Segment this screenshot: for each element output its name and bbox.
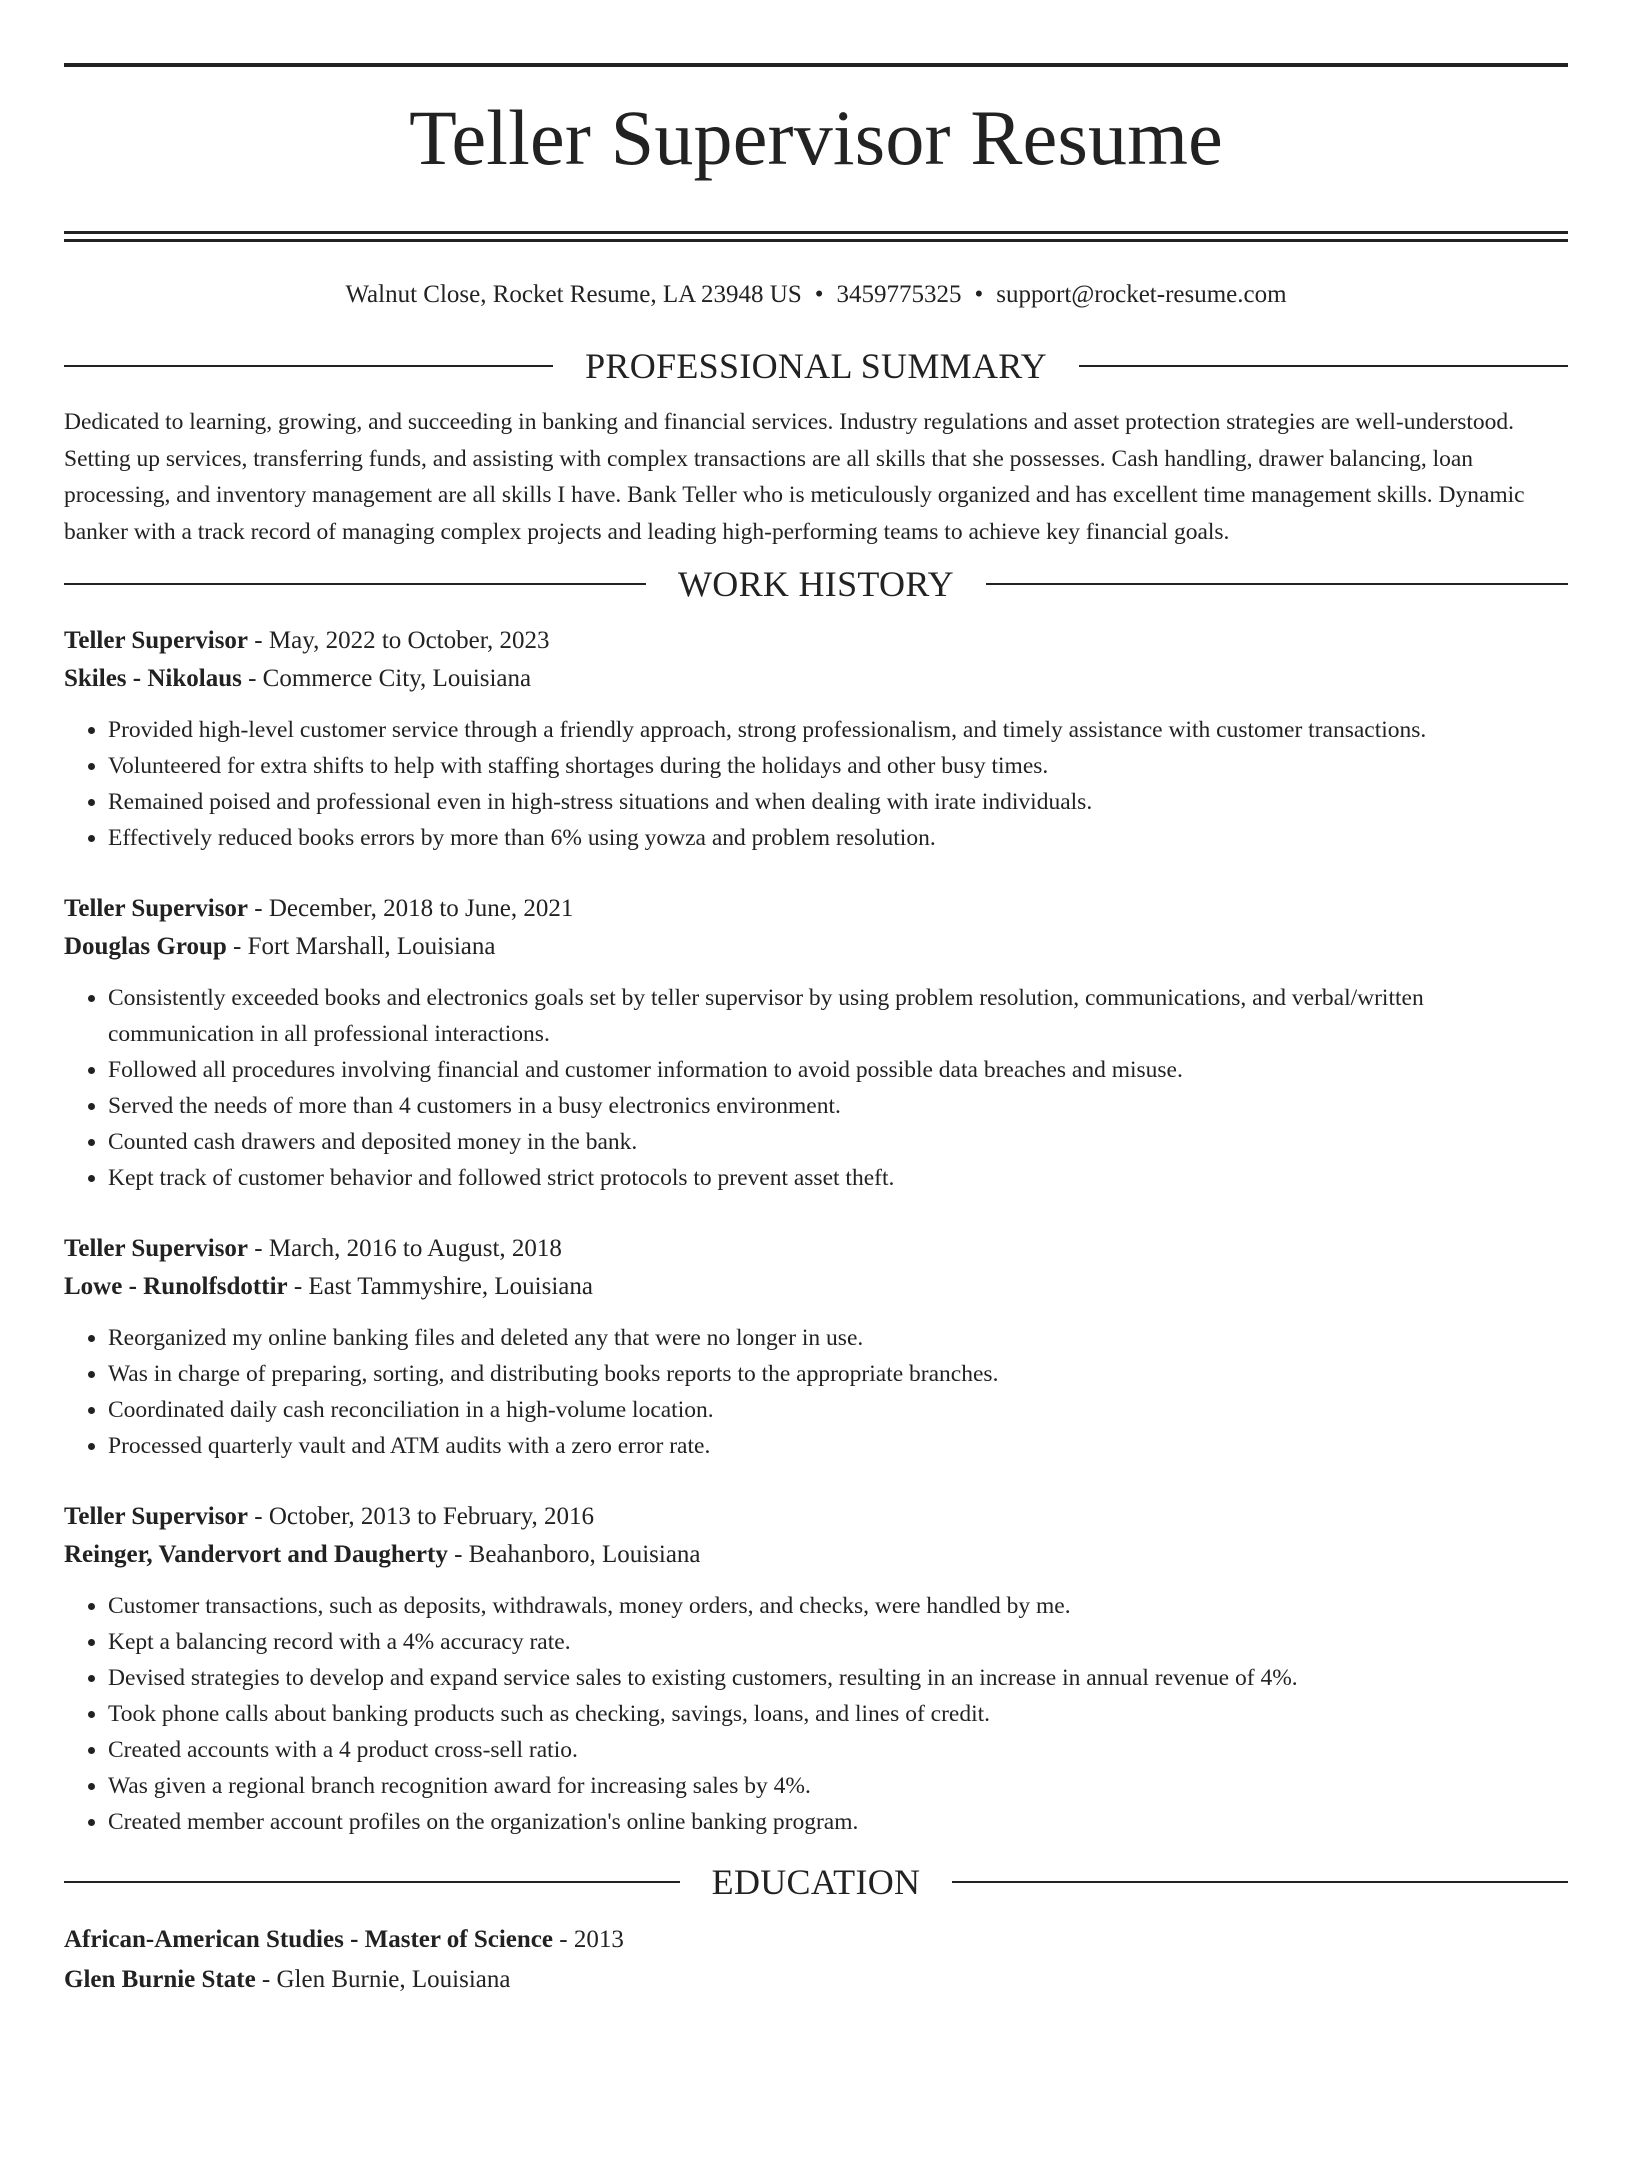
summary-section-heading [64, 346, 1568, 386]
education-heading-label: EDUCATION [711, 1862, 921, 1903]
school-line [64, 1960, 1568, 2000]
contact-separator: • [814, 281, 824, 309]
job-title-line [64, 1498, 1568, 1536]
job-bullets [64, 1320, 1568, 1464]
job-title: Teller Supervisor [64, 1503, 249, 1531]
job-bullet: • Volunteered for extra shifts to help with staffing shortages during the holidays and other busy times. [108, 748, 1568, 784]
contact-email: support@rocket-resume.com [996, 281, 1287, 309]
job-bullets [64, 1588, 1568, 1840]
job-dates: - December, 2018 to June, 2021 [248, 895, 574, 923]
job-title-line [64, 1230, 1568, 1268]
job-title: Teller Supervisor [64, 627, 249, 655]
summary-heading-label: PROFESSIONAL SUMMARY [585, 346, 1047, 387]
job-location: - East Tammyshire, Louisiana [287, 1273, 593, 1301]
job-bullet: • Customer transactions, such as deposits, withdrawals, money orders, and checks, were handled by me. [108, 1588, 1568, 1624]
heading-rule-right [1079, 365, 1568, 367]
job-bullets [64, 980, 1568, 1196]
job-bullet: • Counted cash drawers and deposited money in the bank. [108, 1124, 1568, 1160]
job-bullet: • Followed all procedures involving financial and customer information to avoid possible data breaches and misuse. [108, 1052, 1568, 1088]
heading-rule-left [64, 583, 646, 585]
job-bullet: • Reorganized my online banking files and deleted any that were no longer in use. [108, 1320, 1568, 1356]
job-location: - Fort Marshall, Louisiana [226, 933, 496, 961]
job-company-line [64, 660, 1568, 698]
job-bullet: • Provided high-level customer service through a friendly approach, strong professionalism, and timely assistance with customer transactions. [108, 712, 1568, 748]
education-entry [64, 1920, 1568, 2000]
job-title: Teller Supervisor [64, 895, 249, 923]
job-company: Reinger, Vandervort and Daugherty [64, 1541, 448, 1569]
job-company-line [64, 1268, 1568, 1306]
job-title-line [64, 622, 1568, 660]
job-company: Skiles - Nikolaus [64, 665, 242, 693]
job-bullet: • Took phone calls about banking products such as checking, savings, loans, and lines of credit. [108, 1696, 1568, 1732]
degree-name: African-American Studies - Master of Science [64, 1926, 554, 1954]
job-dates: - March, 2016 to August, 2018 [248, 1235, 562, 1263]
contact-line [64, 280, 1568, 310]
heading-rule-right [952, 1881, 1568, 1883]
job-dates: - October, 2013 to February, 2016 [248, 1503, 594, 1531]
job-bullet: • Coordinated daily cash reconciliation in a high-volume location. [108, 1392, 1568, 1428]
job-title: Teller Supervisor [64, 1235, 249, 1263]
job-bullet: • Devised strategies to develop and expand service sales to existing customers, resulting in an increase in annual revenue of 4%. [108, 1660, 1568, 1696]
job-bullet: • Created accounts with a 4 product cross-sell ratio. [108, 1732, 1568, 1768]
title-double-rule [64, 231, 1568, 242]
job-bullet: • Kept track of customer behavior and followed strict protocols to prevent asset theft. [108, 1160, 1568, 1196]
job-bullet: • Remained poised and professional even in high-stress situations and when dealing with irate individuals. [108, 784, 1568, 820]
job-company: Lowe - Runolfsdottir [64, 1273, 288, 1301]
contact-separator: • [974, 281, 984, 309]
job-bullet: • Was given a regional branch recognition award for increasing sales by 4%. [108, 1768, 1568, 1804]
job-bullet: • Processed quarterly vault and ATM audits with a zero error rate. [108, 1428, 1568, 1464]
summary-text: Dedicated to learning, growing, and succeeding in banking and financial services. Industry regulations and asset protection strategies are well-understood. Setting up services, transferring funds, and assisting with complex transactions are all skills that she possesses. Cash handling, drawer balancing, loan processing, and inventory management are all skills I have. Bank Teller who is meticulously organized and has excellent time management skills. Dynamic banker with a track record of managing complex projects and leading high-performing teams to achieve key financial goals. [64, 409, 1525, 545]
job-bullet: • Was in charge of preparing, sorting, and distributing books reports to the appropriate branches. [108, 1356, 1568, 1392]
resume-title: Teller Supervisor Resume [409, 94, 1223, 181]
job-bullet: • Created member account profiles on the organization's online banking program. [108, 1804, 1568, 1840]
job-location: - Beahanboro, Louisiana [447, 1541, 701, 1569]
top-rule [64, 63, 1568, 67]
education-section-heading [64, 1862, 1568, 1902]
job-bullet: • Effectively reduced books errors by more than 6% using yowza and problem resolution. [108, 820, 1568, 856]
job-company-line [64, 928, 1568, 966]
heading-rule-left [64, 1881, 680, 1883]
degree-line [64, 1920, 1568, 1960]
job-dates: - May, 2022 to October, 2023 [248, 627, 550, 655]
job-bullets [64, 712, 1568, 856]
contact-phone: 3459775325 [836, 281, 962, 309]
heading-rule-right [986, 583, 1568, 585]
job-company-line [64, 1536, 1568, 1574]
job-bullet: • Served the needs of more than 4 customers in a busy electronics environment. [108, 1088, 1568, 1124]
school-location: - Glen Burnie, Louisiana [255, 1966, 511, 1994]
job-entry [64, 890, 1568, 1196]
work-section-heading [64, 564, 1568, 604]
degree-year: - 2013 [553, 1926, 624, 1954]
job-entry [64, 622, 1568, 856]
school-name: Glen Burnie State [64, 1966, 256, 1994]
job-bullet: • Consistently exceeded books and electronics goals set by teller supervisor by using problem resolution, communications, and verbal/written communication in all professional interactions. [108, 980, 1568, 1052]
job-title-line [64, 890, 1568, 928]
contact-address: Walnut Close, Rocket Resume, LA 23948 US [345, 281, 802, 309]
heading-rule-left [64, 365, 553, 367]
work-heading-label: WORK HISTORY [678, 564, 954, 605]
job-entry [64, 1498, 1568, 1840]
job-location: - Commerce City, Louisiana [241, 665, 532, 693]
job-company: Douglas Group [64, 933, 227, 961]
job-entry [64, 1230, 1568, 1464]
resume-page [0, 63, 1632, 2175]
job-bullet: • Kept a balancing record with a 4% accuracy rate. [108, 1624, 1568, 1660]
